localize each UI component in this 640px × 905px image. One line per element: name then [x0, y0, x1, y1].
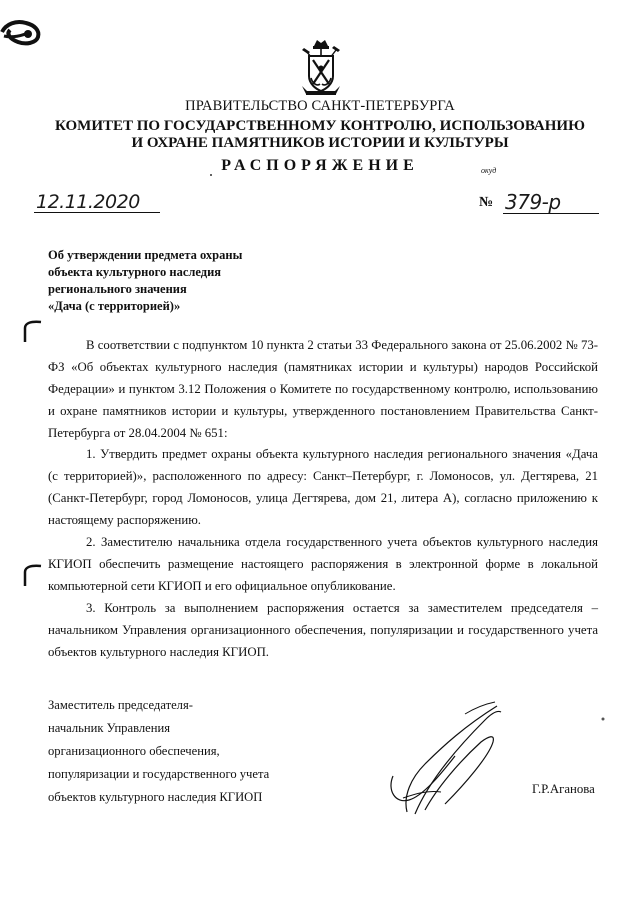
corner-stamp-icon: [0, 14, 44, 48]
position-line: популяризации и государственного учета: [48, 767, 270, 781]
committee-name-line-2: И ОХРАНЕ ПАМЯТНИКОВ ИСТОРИИ И КУЛЬТУРЫ: [131, 135, 509, 151]
margin-corner-mark: [22, 562, 44, 588]
document-number: [479, 192, 609, 216]
margin-dot-mark: [600, 716, 606, 722]
subject-line: Об утверждении предмета охраны: [48, 248, 243, 262]
handwritten-date: 12.11.2020: [36, 191, 140, 213]
signatory-position: [48, 694, 269, 809]
signatory-name: Г.Р.Аганова: [532, 782, 595, 796]
committee-name: [0, 118, 640, 152]
preamble-paragraph: [48, 334, 598, 444]
order-item-3: [48, 597, 598, 663]
order-item-1: [48, 443, 598, 531]
position-line: начальник Управления: [48, 721, 170, 735]
document-date: [34, 192, 179, 214]
order-item-2: [48, 531, 598, 597]
subject-line: «Дача (с территорией)»: [48, 299, 181, 313]
committee-name-line-1: КОМИТЕТ ПО ГОСУДАРСТВЕННОМУ КОНТРОЛЮ, ИСПОЛЬЗОВАНИЮ: [55, 118, 585, 134]
preamble-text: В соответствии с подпунктом 10 пункта 2 статьи 33 Федерального закона от 25.06.2002 № 73-ФЗ «Об объектах культурного наследия (памятниках истории и культуры) народов Российской Федерации» и пунктом 3.12 Положения о Комитете по государственному контролю, использованию и охране памятников истории и культуры, утвержденного постановлением Правительства Санкт-Петербурга от 28.04.2004 № 651:: [48, 338, 598, 440]
order-item-text: 2. Заместителю начальника отдела государственного учета объектов культурного наследия КГИОП обеспечить размещение настоящего распоряжения в электронной форме в локальной компьютерной сети КГИОП и его официальное опубликование.: [48, 535, 598, 593]
position-line: Заместитель председателя-: [48, 698, 193, 712]
position-line: объектов культурного наследия КГИОП: [48, 790, 263, 804]
document-type-title: РАСПОРЯЖЕНИЕ: [221, 157, 419, 174]
saint-petersburg-coat-of-arms-icon: [296, 38, 346, 98]
position-line: организационного обеспечения,: [48, 744, 220, 758]
small-dot: [210, 174, 212, 176]
margin-corner-mark: [22, 318, 44, 344]
document-subject: [48, 247, 242, 315]
number-underline: [503, 213, 599, 214]
number-sign: №: [479, 195, 494, 210]
order-item-text: 1. Утвердить предмет охраны объекта культурного наследия регионального значения «Дача (с территорией)», расположенного по адресу: Санкт–Петербург, г. Ломоносов, ул. Дегтярева, 21 (Санкт-Петербург, город Ломоносов, улица Дегтярева, дом 21, литера А), согласно приложению к настоящему распоряжению.: [48, 447, 598, 527]
handwritten-number: 379-р: [505, 190, 561, 214]
government-name: ПРАВИТЕЛЬСТВО САНКТ-ПЕТЕРБУРГА: [185, 98, 455, 114]
okud-label: окуд: [481, 166, 497, 175]
handwritten-signature: [385, 700, 525, 820]
date-underline: [34, 212, 160, 213]
subject-line: регионального значения: [48, 282, 187, 296]
order-item-text: 3. Контроль за выполнением распоряжения остается за заместителем председателя – начальником Управления организационного обеспечения, популяризации и государственного учета объектов культурного наследия КГИОП.: [48, 601, 598, 659]
subject-line: объекта культурного наследия: [48, 265, 222, 279]
